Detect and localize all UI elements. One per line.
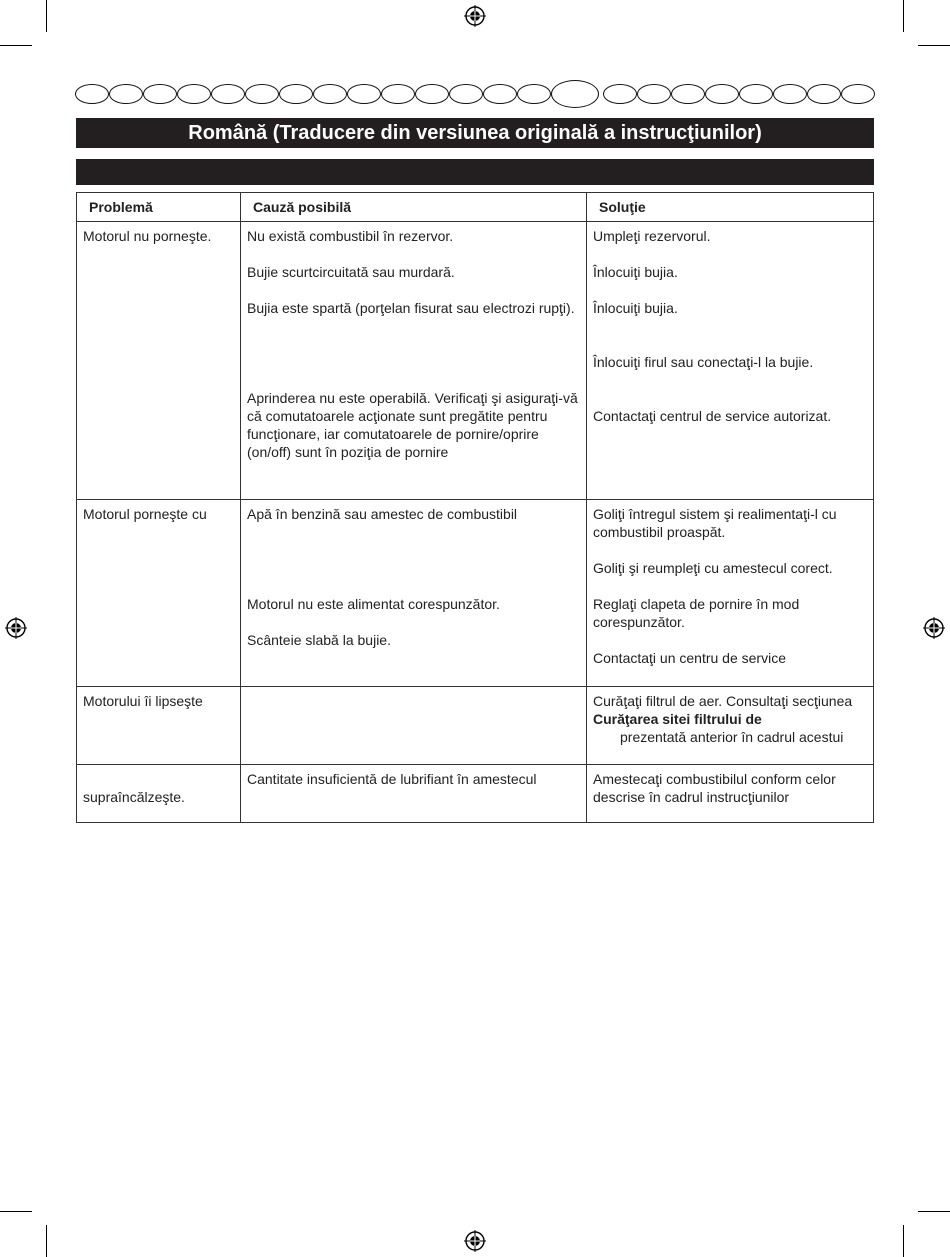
problem-text: Motorul nu porneşte. [83, 228, 212, 244]
table-row [77, 765, 874, 823]
crop-mark [918, 1211, 950, 1212]
language-tab[interactable] [109, 84, 143, 104]
language-tab[interactable] [637, 84, 671, 104]
table-row [77, 500, 874, 687]
solution-text: prezentată anterior în cadrul acestui [620, 729, 844, 745]
problem-text: Motorului îi lipseşte [83, 693, 203, 709]
problem-text: supraîncălzeşte. [83, 789, 185, 805]
solution-text: Reglaţi clapeta de pornire în mod corespunzător. [593, 596, 800, 630]
language-tab[interactable] [807, 84, 841, 104]
cause-text: Scânteie slabă la bujie. [247, 632, 391, 648]
language-tab[interactable] [415, 84, 449, 104]
cause-text: Apă în benzină sau amestec de combustibil [247, 506, 518, 522]
language-tab[interactable] [773, 84, 807, 104]
language-tab[interactable] [671, 84, 705, 104]
cause-cell [241, 500, 587, 687]
solution-cell [587, 765, 874, 823]
solution-text: Înlocuiţi firul sau conectaţi-l la bujie. [593, 354, 814, 370]
language-tab[interactable] [841, 84, 875, 104]
language-tab[interactable] [483, 84, 517, 104]
crop-mark [0, 1211, 32, 1212]
solution-text: Înlocuiţi bujia. [593, 300, 678, 316]
language-tab[interactable] [143, 84, 177, 104]
registration-mark-icon [923, 617, 945, 639]
solution-cell [587, 500, 874, 687]
language-tab[interactable] [177, 84, 211, 104]
language-tab-active[interactable] [551, 80, 599, 108]
language-tab[interactable] [211, 84, 245, 104]
language-tab[interactable] [603, 84, 637, 104]
registration-mark-icon [464, 5, 486, 27]
column-header: Problemă [77, 193, 241, 222]
cause-text: Bujia este spartă (porţelan fisurat sau electrozi rupţi). [247, 300, 575, 316]
language-tabs [75, 84, 875, 108]
language-tab[interactable] [449, 84, 483, 104]
cause-cell [241, 765, 587, 823]
cause-cell [241, 222, 587, 500]
problem-cell [77, 500, 241, 687]
crop-mark [903, 0, 904, 32]
crop-mark [46, 1225, 47, 1257]
registration-mark-icon [5, 617, 27, 639]
problem-cell [77, 222, 241, 500]
cause-text: Nu există combustibil în rezervor. [247, 228, 454, 244]
cause-text: Motorul nu este alimentat corespunzător. [247, 596, 500, 612]
language-tab[interactable] [279, 84, 313, 104]
crop-mark [918, 45, 950, 46]
crop-mark [0, 45, 32, 46]
language-tab[interactable] [347, 84, 381, 104]
section-bar [76, 159, 874, 185]
language-tab[interactable] [245, 84, 279, 104]
registration-mark-icon [464, 1230, 486, 1252]
table-row [77, 222, 874, 500]
crop-mark [903, 1225, 904, 1257]
table-header-row [77, 193, 874, 222]
solution-text: Goliţi şi reumpleţi cu amestecul corect. [593, 560, 833, 576]
cause-text: Bujie scurtcircuitată sau murdară. [247, 264, 455, 280]
solution-text: Goliţi întregul sistem şi realimentaţi-l cu combustibil proaspăt. [593, 506, 837, 540]
crop-mark [46, 0, 47, 32]
problem-text: Motorul porneşte cu [83, 506, 207, 522]
language-tab[interactable] [517, 84, 551, 104]
troubleshooting-table [76, 192, 874, 823]
language-tab[interactable] [739, 84, 773, 104]
solution-cell [587, 222, 874, 500]
solution-text: Umpleţi rezervorul. [593, 228, 711, 244]
language-tab[interactable] [705, 84, 739, 104]
solution-text: Contactaţi centrul de service autorizat. [593, 408, 832, 424]
language-tab[interactable] [75, 84, 109, 104]
cause-text: Aprinderea nu este operabilă. Verificaţi şi asiguraţi-vă că comutatoarele acţionate sunt pregătite pentru funcţionare, iar comutatoarele de pornire/oprire (on/off) sunt în poziţia de pornire [247, 390, 578, 460]
column-header: Cauză posibilă [241, 193, 587, 222]
language-tab[interactable] [313, 84, 347, 104]
table-row [77, 687, 874, 765]
solution-section-link: Curăţarea sitei filtrului de [593, 711, 762, 727]
page-title: Română (Traducere din versiunea originală a instrucţiunilor) [76, 118, 874, 148]
solution-text: Înlocuiţi bujia. [593, 264, 678, 280]
column-header: Soluţie [587, 193, 874, 222]
language-tab[interactable] [381, 84, 415, 104]
cause-cell [241, 687, 587, 765]
solution-cell [587, 687, 874, 765]
cause-text: Cantitate insuficientă de lubrifiant în amestecul [247, 771, 537, 787]
solution-text: Amestecaţi combustibilul conform celor descrise în cadrul instrucţiunilor [593, 771, 836, 805]
solution-text: Contactaţi un centru de service [593, 650, 786, 666]
problem-cell [77, 687, 241, 765]
solution-text: Curăţaţi filtrul de aer. Consultaţi secţiunea [593, 693, 853, 709]
problem-cell [77, 765, 241, 823]
